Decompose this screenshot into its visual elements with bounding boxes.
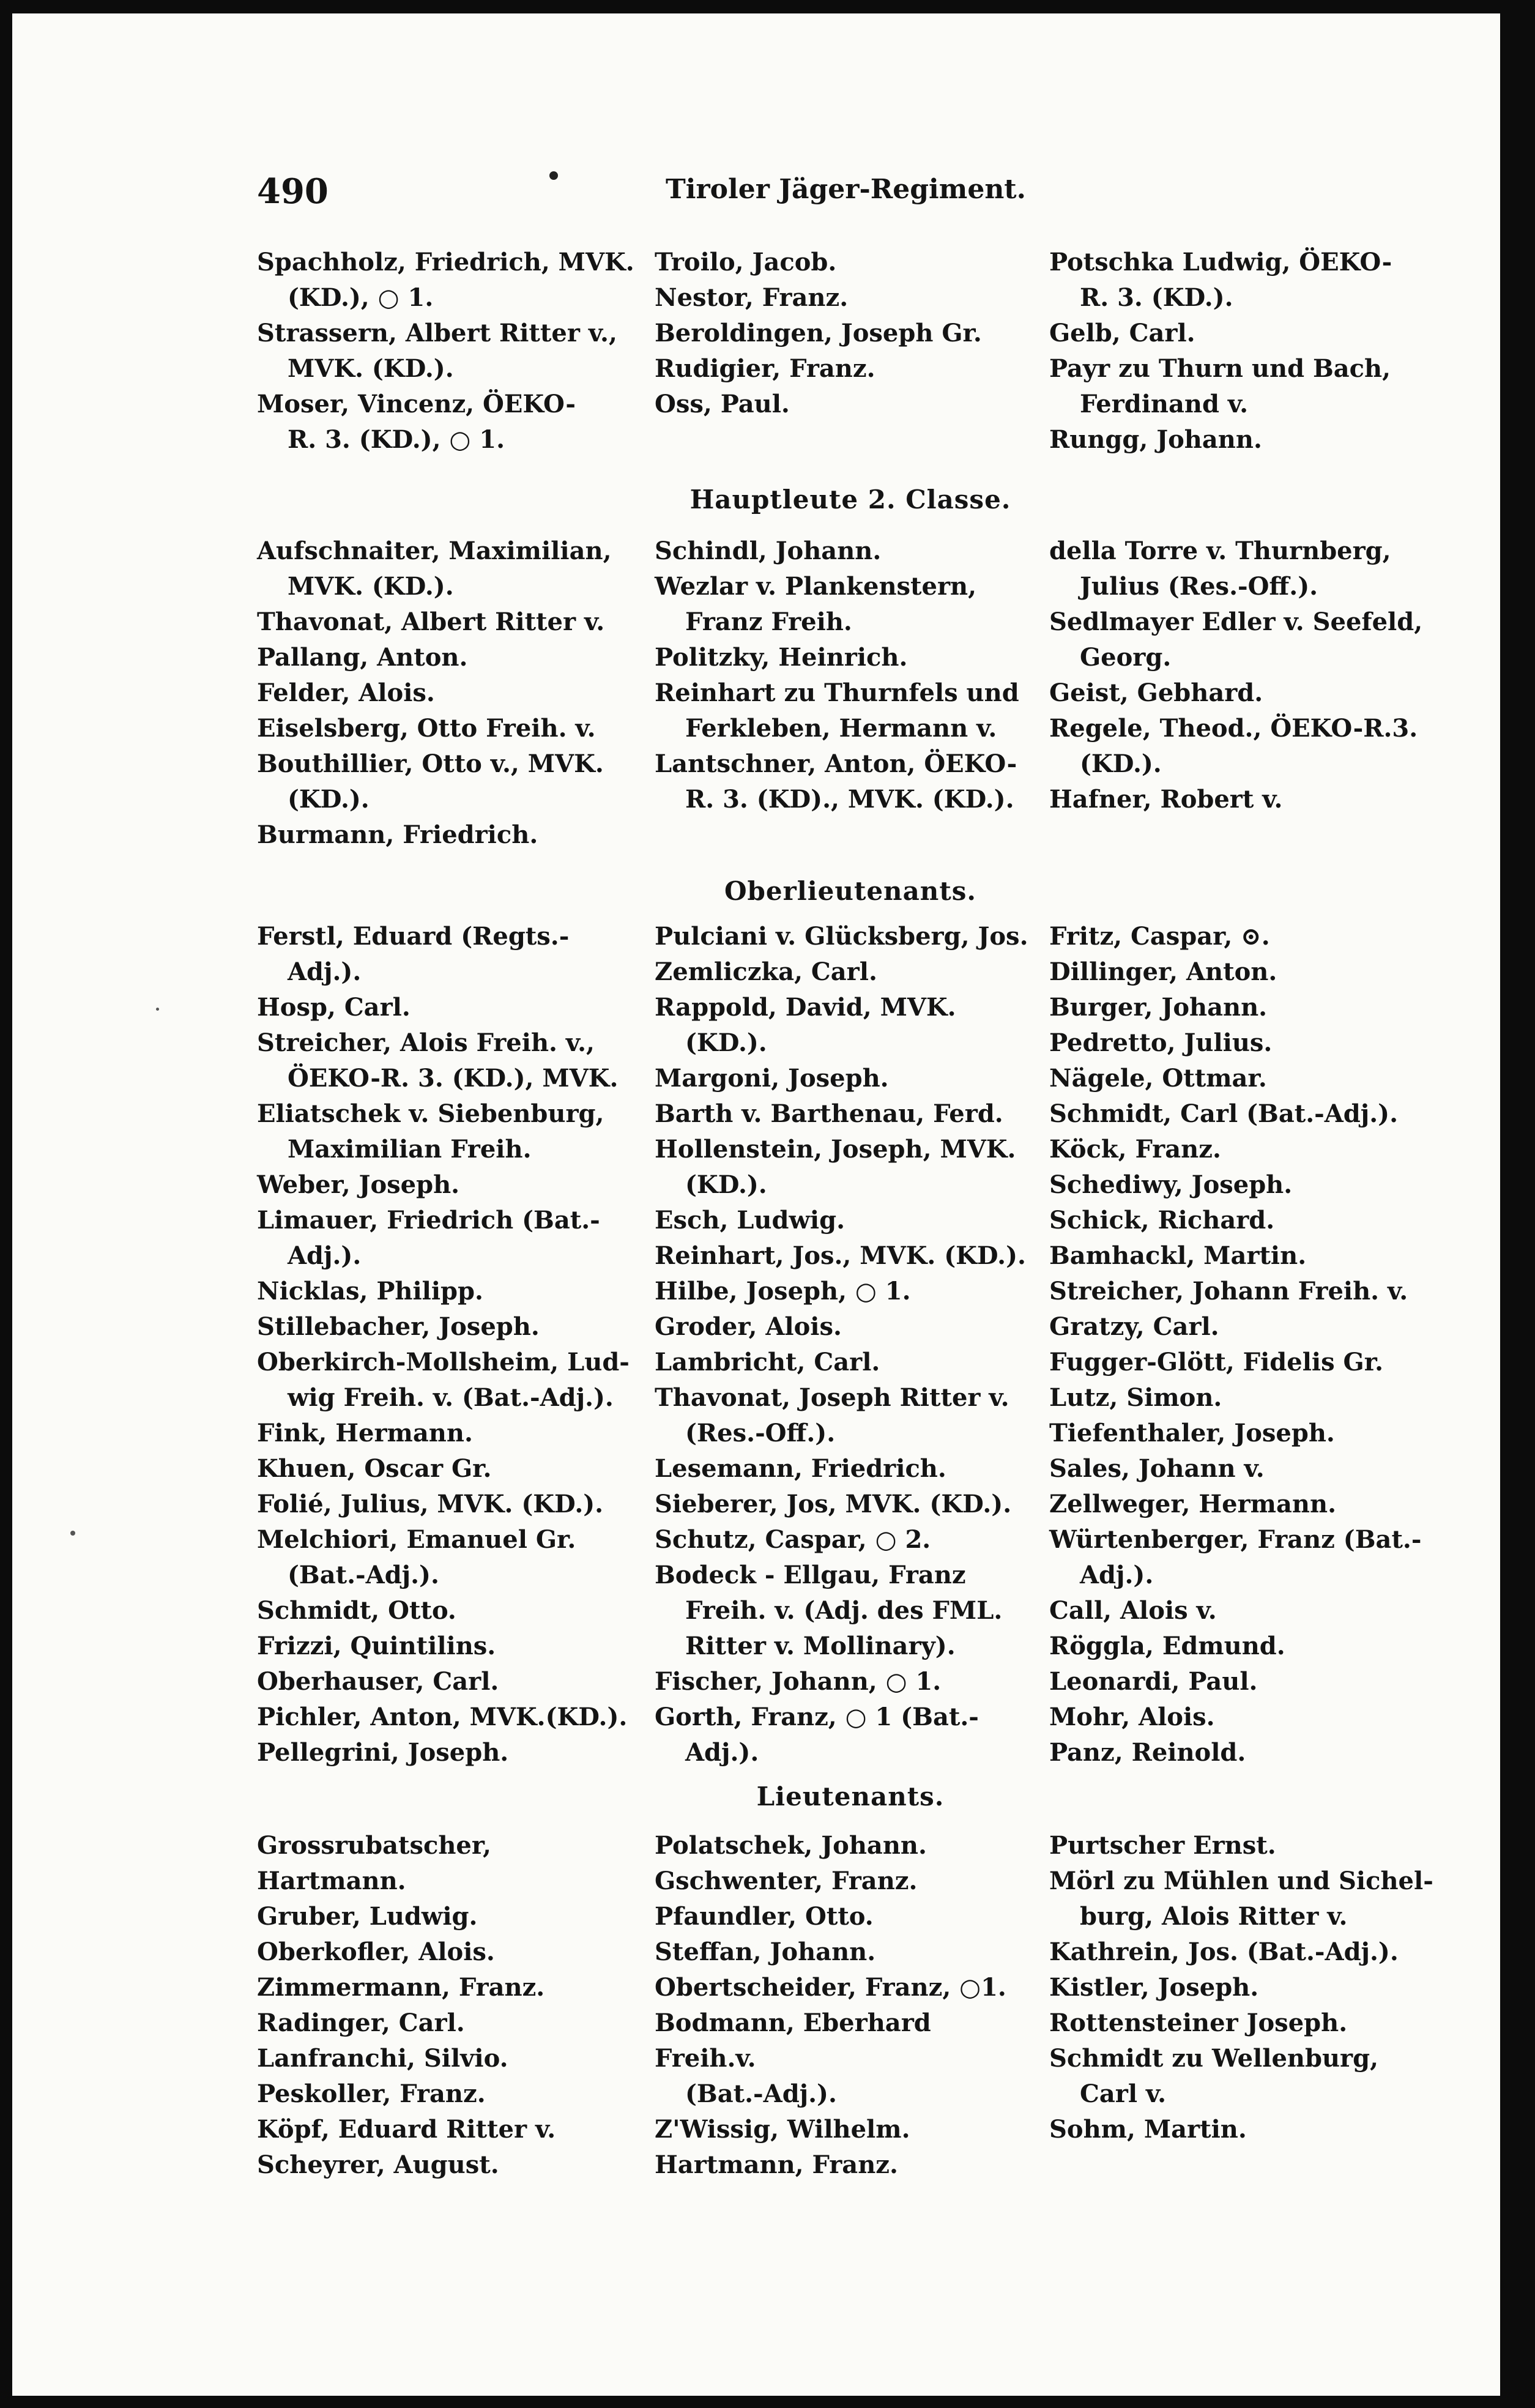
roster-entry (257, 1970, 636, 2005)
roster-entry (655, 351, 1034, 387)
roster-entry (655, 1132, 1034, 1203)
entry-name: Politzky, Heinrich. (655, 643, 908, 672)
roster-entry (1049, 1380, 1441, 1416)
entry-name: Pulciani v. Glücksberg, Jos. (655, 922, 1028, 951)
entry-name: Gschwenter, Franz. (655, 1867, 918, 1895)
entry-name: Mohr, Alois. (1049, 1703, 1215, 1731)
entry-name: Beroldingen, Joseph Gr. (655, 319, 982, 347)
roster-entry (655, 1700, 1034, 1771)
entry-name: Bouthillier, Otto v., MVK. (257, 749, 604, 778)
entry-name: Würtenberger, Franz (Bat.- (1049, 1525, 1422, 1554)
entry-name: Pedretto, Julius. (1049, 1028, 1273, 1057)
roster-entry (655, 1203, 1034, 1238)
roster-entry (655, 1274, 1034, 1309)
roster-column-1 (257, 919, 636, 1771)
roster-entry (257, 640, 636, 675)
entry-continuation: MVK. (KD.). (288, 572, 454, 601)
roster-entry (257, 1934, 636, 1970)
entry-name: Felder, Alois. (257, 678, 435, 707)
roster-entry (1049, 1828, 1441, 1864)
roster-entry (257, 2112, 636, 2147)
entry-name: Thavonat, Joseph Ritter v. (655, 1383, 1009, 1412)
entry-name: Pellegrini, Joseph. (257, 1738, 509, 1767)
entry-name: Hilbe, Joseph, ○ 1. (655, 1277, 911, 1306)
entry-name: Kathrein, Jos. (Bat.-Adj.). (1049, 1938, 1399, 1966)
entry-name: Grossrubatscher, Hartmann. (257, 1831, 491, 1895)
entry-name: Schediwy, Joseph. (1049, 1170, 1293, 1199)
roster-entry (1049, 1416, 1441, 1451)
entry-name: Purtscher Ernst. (1049, 1831, 1276, 1860)
entry-name: Zimmermann, Franz. (257, 1973, 545, 2002)
roster-entry (257, 604, 636, 640)
roster-entry (655, 2147, 1034, 2183)
entry-continuation: (KD.). (685, 1028, 767, 1057)
roster-entry (257, 1828, 636, 1899)
roster-column-3 (1049, 533, 1441, 817)
roster-entry (655, 1558, 1034, 1629)
entry-name: Nicklas, Philipp. (257, 1277, 483, 1306)
roster-entry (257, 1025, 636, 1096)
entry-name: Lesemann, Friedrich. (655, 1454, 946, 1483)
entry-name: Rudigier, Franz. (655, 354, 875, 383)
roster-entry (1049, 422, 1441, 458)
roster-entry (655, 1345, 1034, 1380)
roster-entry (257, 1309, 636, 1345)
roster-column-3 (1049, 1828, 1441, 2147)
entry-continuation: ÖEKO-R. 3. (KD.), MVK. (288, 1064, 619, 1093)
entry-name: Streicher, Johann Freih. v. (1049, 1277, 1408, 1306)
roster-entry (1049, 316, 1441, 351)
entry-name: Rappold, David, MVK. (655, 993, 956, 1022)
roster-column-1 (257, 533, 636, 853)
roster-entry (1049, 675, 1441, 711)
roster-entry (257, 2076, 636, 2112)
roster-entry (257, 1700, 636, 1735)
roster-entry (1049, 1934, 1441, 1970)
page-number: 490 (257, 171, 329, 212)
entry-name: Geist, Gebhard. (1049, 678, 1263, 707)
entry-name: Polatschek, Johann. (655, 1831, 927, 1860)
entry-name: Bodeck - Ellgau, Franz (655, 1561, 966, 1589)
entry-name: Folié, Julius, MVK. (KD.). (257, 1490, 604, 1518)
roster-entry (1049, 1522, 1441, 1593)
entry-name: Pichler, Anton, MVK.(KD.). (257, 1703, 628, 1731)
entry-continuation: Adj.). (288, 1241, 362, 1270)
entry-continuation: (Bat.-Adj.). (288, 1561, 439, 1589)
roster-entry (257, 1735, 636, 1771)
roster-entry (257, 1593, 636, 1629)
roster-entry (257, 1899, 636, 1934)
entry-name: Leonardi, Paul. (1049, 1667, 1258, 1696)
entry-name: Schindl, Johann. (655, 537, 882, 565)
roster-entry (257, 675, 636, 711)
roster-entry (1049, 1700, 1441, 1735)
entry-continuation: burg, Alois Ritter v. (1080, 1902, 1348, 1931)
roster-entry (257, 919, 636, 990)
entry-continuation: R. 3. (KD.). (1080, 283, 1233, 312)
roster-entry (1049, 1096, 1441, 1132)
roster-entry (257, 1345, 636, 1416)
roster-entry (1049, 1203, 1441, 1238)
entry-name: Nägele, Ottmar. (1049, 1064, 1267, 1093)
entry-name: Bamhackl, Martin. (1049, 1241, 1307, 1270)
roster-entry (655, 1380, 1034, 1451)
entry-continuation: Georg. (1080, 643, 1172, 672)
entry-name: Streicher, Alois Freih. v., (257, 1028, 595, 1057)
entry-name: Mörl zu Mühlen und Sichel- (1049, 1867, 1433, 1895)
roster-column-1 (257, 245, 636, 458)
roster-entry (257, 387, 636, 458)
roster-entry (1049, 1735, 1441, 1771)
entry-name: Ferstl, Eduard (Regts.- (257, 922, 570, 951)
entry-name: Groder, Alois. (655, 1312, 842, 1341)
entry-continuation: R. 3. (KD.), ○ 1. (288, 425, 505, 454)
entry-continuation: MVK. (KD.). (288, 354, 454, 383)
entry-name: Barth v. Barthenau, Ferd. (655, 1099, 1003, 1128)
entry-name: Oberhauser, Carl. (257, 1667, 499, 1696)
entry-name: Steffan, Johann. (655, 1938, 876, 1966)
roster-entry (257, 990, 636, 1025)
roster-entry (1049, 533, 1441, 604)
entry-name: Gratzy, Carl. (1049, 1312, 1219, 1341)
roster-entry (257, 711, 636, 746)
roster-entry (257, 1487, 636, 1522)
entry-name: Moser, Vincenz, ÖEKO- (257, 390, 576, 418)
roster-entry (1049, 782, 1441, 817)
section-hauptleute (251, 533, 1450, 849)
entry-continuation: wig Freih. v. (Bat.-Adj.). (288, 1383, 614, 1412)
entry-name: Burger, Johann. (1049, 993, 1268, 1022)
roster-entry (655, 2112, 1034, 2147)
roster-entry (1049, 245, 1441, 316)
entry-name: Aufschnaiter, Maximilian, (257, 537, 612, 565)
roster-entry (1049, 1451, 1441, 1487)
entry-name: Sohm, Martin. (1049, 2115, 1247, 2144)
entry-name: Sales, Johann v. (1049, 1454, 1265, 1483)
roster-entry (655, 1522, 1034, 1558)
roster-entry (257, 1451, 636, 1487)
roster-entry (257, 1096, 636, 1167)
roster-entry (655, 569, 1034, 640)
entry-name: Radinger, Carl. (257, 2009, 465, 2037)
roster-entry (1049, 711, 1441, 782)
roster-entry (257, 2147, 636, 2183)
roster-entry (1049, 1061, 1441, 1096)
entry-continuation: Ferkleben, Hermann v. (685, 714, 997, 743)
roster-entry (1049, 1167, 1441, 1203)
roster-entry (1049, 604, 1441, 675)
roster-entry (1049, 2112, 1441, 2147)
entry-name: Weber, Joseph. (257, 1170, 460, 1199)
entry-name: Köpf, Eduard Ritter v. (257, 2115, 556, 2144)
heading-lieutenants: Lieutenants. (756, 1782, 945, 1812)
entry-continuation: (KD.). (1080, 749, 1162, 778)
roster-entry (655, 1864, 1034, 1899)
roster-entry (1049, 954, 1441, 990)
entry-continuation: (KD.), ○ 1. (288, 283, 434, 312)
entry-name: Regele, Theod., ÖEKO-R.3. (1049, 714, 1418, 743)
roster-entry (1049, 2005, 1441, 2041)
roster-entry (1049, 1487, 1441, 1522)
entry-name: Schmidt zu Wellenburg, (1049, 2044, 1378, 2073)
roster-entry (1049, 2041, 1441, 2112)
roster-entry (655, 990, 1034, 1061)
entry-name: Obertscheider, Franz, ○1. (655, 1973, 1006, 2002)
roster-entry (655, 746, 1034, 817)
roster-entry (655, 533, 1034, 569)
entry-continuation: Franz Freih. (685, 608, 852, 636)
entry-continuation: R. 3. (KD)., MVK. (KD.). (685, 785, 1014, 814)
entry-name: Schick, Richard. (1049, 1206, 1275, 1235)
edge-speck (70, 1531, 75, 1536)
roster-entry (1049, 1238, 1441, 1274)
roster-entry (257, 316, 636, 387)
entry-name: Wezlar v. Plankenstern, (655, 572, 977, 601)
entry-name: Melchiori, Emanuel Gr. (257, 1525, 576, 1554)
entry-name: Reinhart, Jos., MVK. (KD.). (655, 1241, 1026, 1270)
entry-name: Limauer, Friedrich (Bat.- (257, 1206, 600, 1235)
entry-continuation: (KD.). (288, 785, 370, 814)
roster-entry (1049, 1864, 1441, 1934)
roster-entry (655, 245, 1034, 280)
ink-dot (549, 171, 558, 180)
entry-name: Strassern, Albert Ritter v., (257, 319, 617, 347)
roster-entry (655, 1238, 1034, 1274)
entry-name: Schmidt, Carl (Bat.-Adj.). (1049, 1099, 1398, 1128)
roster-column-3 (1049, 919, 1441, 1771)
entry-continuation: Adj.). (685, 1738, 759, 1767)
entry-name: Reinhart zu Thurnfels und (655, 678, 1019, 707)
roster-entry (257, 1664, 636, 1700)
entry-name: Thavonat, Albert Ritter v. (257, 608, 605, 636)
entry-name: Gelb, Carl. (1049, 319, 1195, 347)
entry-name: Oberkirch-Mollsheim, Lud- (257, 1348, 630, 1377)
roster-entry (257, 1416, 636, 1451)
entry-name: Zemliczka, Carl. (655, 957, 877, 986)
entry-name: Rottensteiner Joseph. (1049, 2009, 1348, 2037)
entry-name: Fink, Hermann. (257, 1419, 473, 1447)
roster-entry (257, 817, 636, 853)
entry-continuation: (KD.). (685, 1170, 767, 1199)
roster-entry (1049, 1309, 1441, 1345)
entry-name: Margoni, Joseph. (655, 1064, 889, 1093)
entry-name: Payr zu Thurn und Bach, (1049, 354, 1391, 383)
roster-entry (655, 919, 1034, 954)
roster-entry (655, 1828, 1034, 1864)
roster-entry (257, 1167, 636, 1203)
entry-continuation: Freih. v. (Adj. des FML. (685, 1596, 1003, 1625)
roster-entry (655, 675, 1034, 746)
entry-name: Sieberer, Jos, MVK. (KD.). (655, 1490, 1012, 1518)
roster-entry (257, 1522, 636, 1593)
entry-continuation: Ferdinand v. (1080, 390, 1249, 418)
heading-oberlieutenants: Oberlieutenants. (724, 876, 977, 906)
entry-name: Bodmann, Eberhard Freih.v. (655, 2009, 931, 2073)
roster-entry (655, 1970, 1034, 2005)
entry-name: Schutz, Caspar, ○ 2. (655, 1525, 931, 1554)
entry-name: Hafner, Robert v. (1049, 785, 1283, 814)
running-header-title: Tiroler Jäger-Regiment. (666, 174, 1026, 205)
section-continued (251, 245, 1450, 526)
entry-name: Röggla, Edmund. (1049, 1632, 1285, 1660)
entry-name: Dillinger, Anton. (1049, 957, 1277, 986)
edge-speck (156, 1008, 159, 1011)
roster-entry (1049, 1629, 1441, 1664)
roster-entry (1049, 1345, 1441, 1380)
entry-name: Lanfranchi, Silvio. (257, 2044, 508, 2073)
roster-entry (257, 746, 636, 817)
entry-name: Hollenstein, Joseph, MVK. (655, 1135, 1016, 1164)
roster-entry (1049, 919, 1441, 954)
entry-name: Oberkofler, Alois. (257, 1938, 495, 1966)
entry-continuation: Adj.). (1080, 1561, 1154, 1589)
entry-name: Sedlmayer Edler v. Seefeld, (1049, 608, 1423, 636)
entry-name: Z'Wissig, Wilhelm. (655, 2115, 910, 2144)
entry-continuation: Ritter v. Mollinary). (685, 1632, 956, 1660)
roster-entry (257, 2005, 636, 2041)
entry-name: Potschka Ludwig, ÖEKO- (1049, 248, 1392, 277)
roster-entry (1049, 351, 1441, 422)
roster-column-2 (655, 919, 1034, 1771)
entry-name: Esch, Ludwig. (655, 1206, 845, 1235)
entry-name: Köck, Franz. (1049, 1135, 1221, 1164)
entry-continuation: Carl v. (1080, 2079, 1167, 2108)
roster-entry (1049, 1132, 1441, 1167)
roster-entry (655, 1451, 1034, 1487)
roster-entry (655, 640, 1034, 675)
entry-continuation: Maximilian Freih. (288, 1135, 532, 1164)
entry-name: Lutz, Simon. (1049, 1383, 1222, 1412)
roster-entry (655, 1934, 1034, 1970)
entry-name: Lambricht, Carl. (655, 1348, 880, 1377)
roster-entry (1049, 1664, 1441, 1700)
roster-entry (655, 1061, 1034, 1096)
entry-continuation: Julius (Res.-Off.). (1080, 572, 1318, 601)
roster-entry (655, 387, 1034, 422)
roster-entry (655, 1899, 1034, 1934)
section-oberlieutenants (251, 919, 1450, 1767)
entry-continuation: (Res.-Off.). (685, 1419, 836, 1447)
entry-name: Fritz, Caspar, ⊙. (1049, 922, 1270, 951)
entry-name: Rungg, Johann. (1049, 425, 1262, 454)
entry-name: Gorth, Franz, ○ 1 (Bat.- (655, 1703, 979, 1731)
entry-name: Gruber, Ludwig. (257, 1902, 478, 1931)
roster-entry (655, 2005, 1034, 2112)
roster-entry (655, 1487, 1034, 1522)
entry-name: Frizzi, Quintilins. (257, 1632, 496, 1660)
entry-name: Nestor, Franz. (655, 283, 849, 312)
roster-column-3 (1049, 245, 1441, 458)
entry-name: Fischer, Johann, ○ 1. (655, 1667, 942, 1696)
roster-entry (655, 954, 1034, 990)
entry-name: Hosp, Carl. (257, 993, 411, 1022)
roster-column-1 (257, 1828, 636, 2183)
entry-name: Oss, Paul. (655, 390, 790, 418)
entry-name: Pallang, Anton. (257, 643, 468, 672)
roster-entry (1049, 1970, 1441, 2005)
roster-entry (655, 316, 1034, 351)
entry-name: Peskoller, Franz. (257, 2079, 486, 2108)
roster-entry (257, 245, 636, 316)
roster-column-2 (655, 533, 1034, 817)
roster-entry (655, 280, 1034, 316)
roster-entry (257, 1629, 636, 1664)
entry-name: Call, Alois v. (1049, 1596, 1217, 1625)
roster-entry (655, 1664, 1034, 1700)
entry-name: Eliatschek v. Siebenburg, (257, 1099, 604, 1128)
roster-entry (1049, 1593, 1441, 1629)
entry-name: Hartmann, Franz. (655, 2150, 898, 2179)
roster-entry (1049, 990, 1441, 1025)
entry-name: della Torre v. Thurnberg, (1049, 537, 1391, 565)
entry-name: Panz, Reinold. (1049, 1738, 1246, 1767)
entry-name: Tiefenthaler, Joseph. (1049, 1419, 1335, 1447)
roster-column-2 (655, 1828, 1034, 2183)
document-page (12, 13, 1500, 2396)
section-lieutenants (251, 1828, 1450, 2179)
entry-name: Troilo, Jacob. (655, 248, 837, 277)
entry-continuation: (Bat.-Adj.). (685, 2079, 837, 2108)
roster-entry (257, 2041, 636, 2076)
entry-name: Burmann, Friedrich. (257, 820, 538, 849)
entry-name: Scheyrer, August. (257, 2150, 499, 2179)
entry-name: Lantschner, Anton, ÖEKO- (655, 749, 1017, 778)
roster-column-2 (655, 245, 1034, 422)
entry-name: Khuen, Oscar Gr. (257, 1454, 492, 1483)
entry-name: Eiselsberg, Otto Freih. v. (257, 714, 596, 743)
roster-entry (1049, 1274, 1441, 1309)
entry-name: Schmidt, Otto. (257, 1596, 456, 1625)
entry-name: Pfaundler, Otto. (655, 1902, 874, 1931)
roster-entry (655, 1629, 1034, 1664)
heading-hauptleute: Hauptleute 2. Classe. (689, 485, 1011, 515)
entry-name: Stillebacher, Joseph. (257, 1312, 540, 1341)
roster-entry (655, 1096, 1034, 1132)
roster-entry (257, 1203, 636, 1274)
entry-continuation: Adj.). (288, 957, 362, 986)
entry-name: Kistler, Joseph. (1049, 1973, 1259, 2002)
entry-name: Fugger-Glött, Fidelis Gr. (1049, 1348, 1384, 1377)
roster-entry (257, 1274, 636, 1309)
roster-entry (257, 533, 636, 604)
roster-entry (1049, 1025, 1441, 1061)
roster-entry (655, 1309, 1034, 1345)
entry-name: Spachholz, Friedrich, MVK. (257, 248, 634, 277)
entry-name: Zellweger, Hermann. (1049, 1490, 1337, 1518)
